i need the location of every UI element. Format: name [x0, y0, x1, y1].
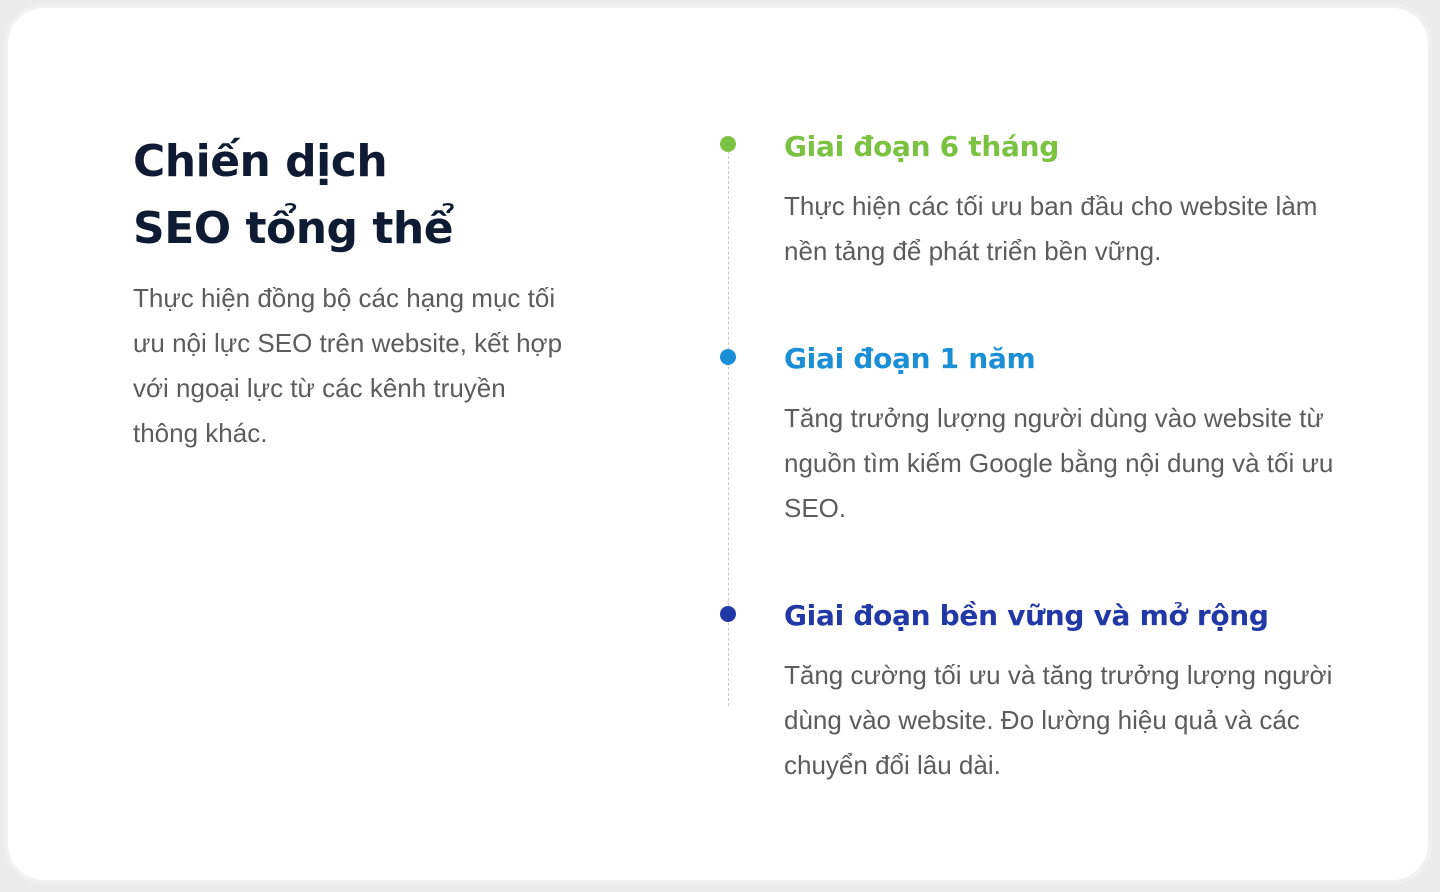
- stage-description: Thực hiện các tối ưu ban đầu cho website làm nền tảng để phát triển bền vững.: [784, 191, 1318, 266]
- title-line-1: Chiến dịch: [133, 136, 388, 187]
- stage-1-dot: [720, 136, 736, 152]
- stage-description: Tăng cường tối ưu và tăng trưởng lượng người dùng vào website. Đo lường hiệu quả và các chuyển đổi lâu dài.: [784, 660, 1333, 780]
- timeline-stage-1-year: [784, 330, 1344, 531]
- stage-2-dot: [720, 349, 736, 365]
- stage-title: Giai đoạn 6 tháng: [784, 130, 1059, 163]
- timeline: [708, 118, 1408, 818]
- timeline-dashed-line: [728, 146, 729, 706]
- timeline-stage-sustainable: [784, 587, 1344, 788]
- stage-description: Tăng trưởng lượng người dùng vào website từ nguồn tìm kiếm Google bằng nội dung và tối ưu SEO.: [784, 403, 1334, 523]
- stage-title: Giai đoạn bền vững và mở rộng: [784, 599, 1269, 632]
- stage-title: Giai đoạn 1 năm: [784, 342, 1036, 375]
- timeline-stage-6-months: [784, 118, 1344, 274]
- content-card: [4, 4, 1432, 884]
- intro-description: Thực hiện đồng bộ các hạng mục tối ưu nội lực SEO trên website, kết hợp với ngoại lực từ các kênh truyền thông khác.: [133, 283, 563, 448]
- stage-3-dot: [720, 606, 736, 622]
- intro-section: [133, 128, 583, 456]
- title-line-2: SEO tổng thể: [133, 203, 454, 254]
- page-title: [133, 128, 583, 262]
